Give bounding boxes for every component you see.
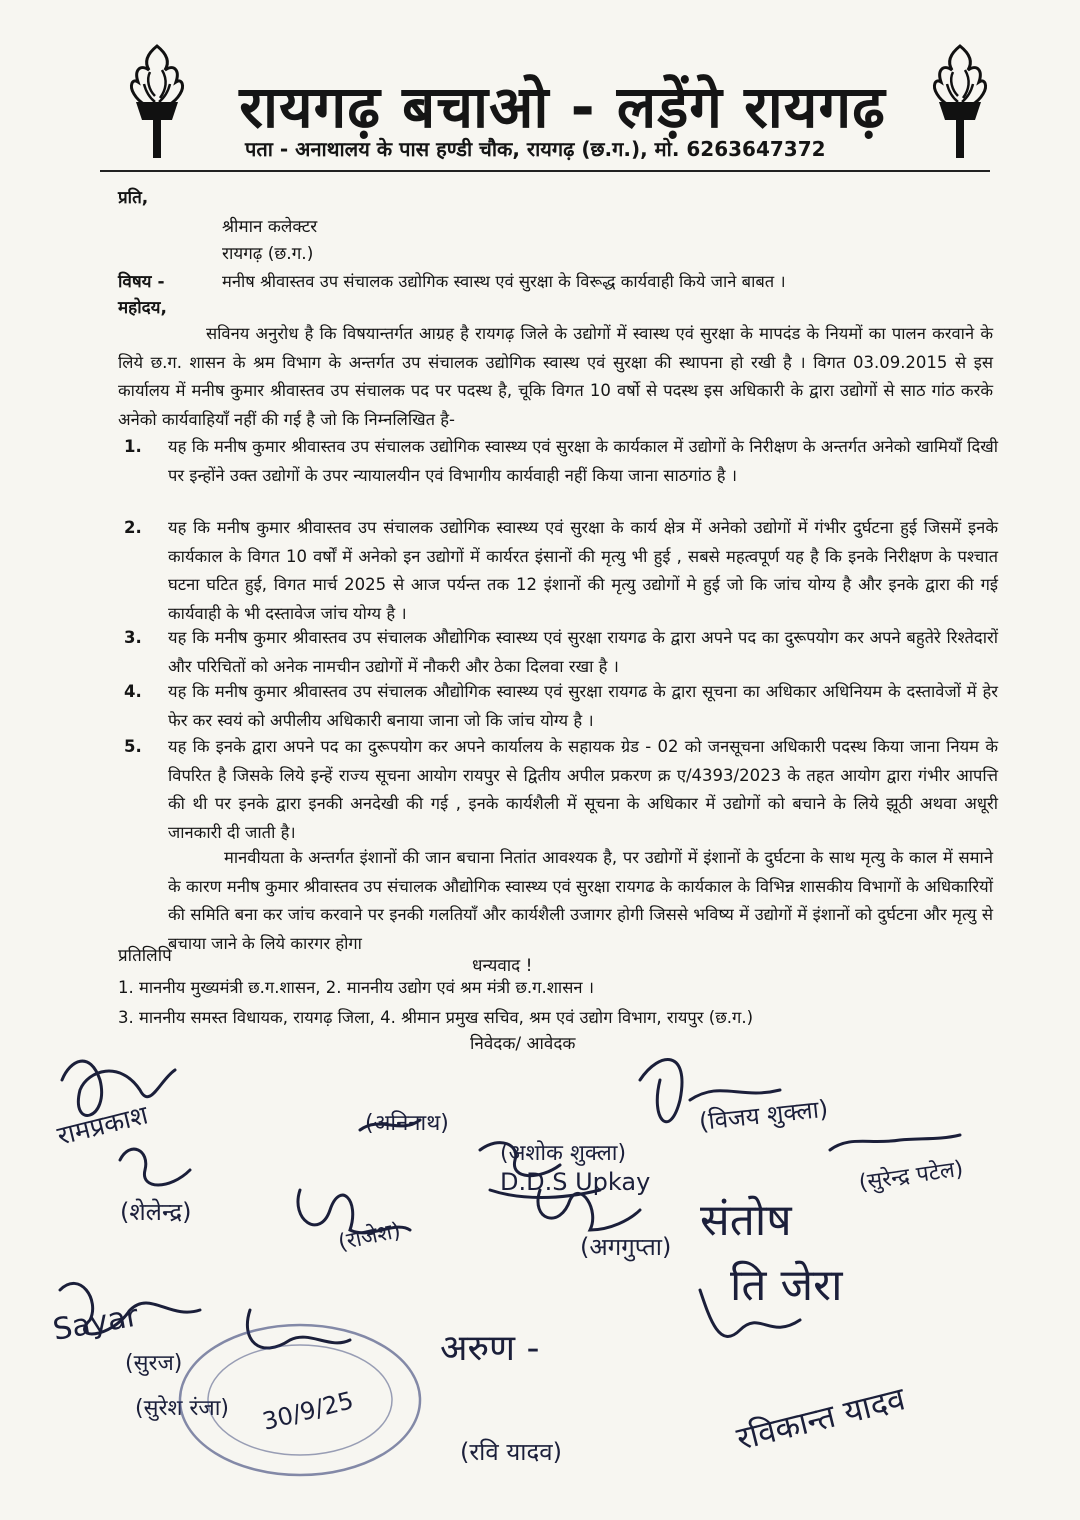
list-item — [118, 624, 998, 681]
closing-paragraph: मानवीयता के अन्तर्गत इंशानों की जान बचाना नितांत आवश्यक है, पर उद्योगों में इंशानों के दुर्घटना के साथ मृत्यु के काल में समाने के कारण मनीष कुमार श्रीवास्तव उप संचालक औद्योगिक स्वास्थ्य एवं सुरक्षा रायगढ के कार्यकाल के विभिन्न शासकीय विभागों के अधिकारियों की समिति बना कर जांच करवाने पर इनकी गलतियाँ और कार्यशैली उजागर होगी जिससे भविष्य में उद्योगों में इंशानों को दुर्घटना और मृत्यु से बचाया जाने के लिये कारगर होगा — [168, 848, 993, 953]
signoff-text: निवेदक/ आवेदक — [470, 1034, 576, 1054]
point-text: यह कि मनीष कुमार श्रीवास्तव उप संचालक उद्योगिक स्वास्थ्य एवं सुरक्षा के कार्यकाल में उद्योगों के निरीक्षण के अन्तर्गत अनेको खामियाँ दिखी पर इन्होंने उक्त उद्योगों के उपर न्यायालयीन एवं विभागीय कार्यवाही नहीं किया जाना साठगांठ है । — [168, 437, 998, 485]
signature-name: (शेलेन्द्र) — [120, 1198, 192, 1226]
recipient-line-1: श्रीमान कलेक्टर — [222, 217, 318, 237]
thanks-text: धन्यवाद ! — [472, 956, 533, 976]
cc-line-1: 1. माननीय मुख्यमंत्री छ.ग.शासन, 2. माननीय उद्योग एवं श्रम मंत्री छ.ग.शासन । — [118, 978, 595, 997]
signature-name: अरुण - — [440, 1328, 540, 1369]
cc-line-2: 3. माननीय समस्त विधायक, रायगढ़ जिला, 4. श्रीमान प्रमुख सचिव, श्रम एवं उद्योग विभाग, रायपुर (छ.ग.) — [118, 1008, 754, 1027]
signature-name: रविकान्त यादव — [732, 1379, 909, 1458]
signature-name: (सुरज) — [125, 1351, 183, 1376]
point-number: 3. — [124, 628, 142, 647]
list-item — [118, 678, 998, 735]
torch-icon — [925, 40, 995, 160]
list-item — [118, 514, 998, 628]
point-text: यह कि मनीष कुमार श्रीवास्तव उप संचालक औद्योगिक स्वास्थ्य एवं सुरक्षा रायगढ के द्वारा सूचना का अधिकार अधिनियम के दस्तावेजों में हेर फेर कर स्वयं को अपीलीय अधिकारी बनाया जाना जो कि जांच योग्य है । — [168, 682, 998, 730]
signature-name: (अगगुप्ता) — [580, 1233, 672, 1261]
recipient-line-2: रायगढ़ (छ.ग.) — [222, 244, 314, 264]
copy-label: प्रतिलिपि — [118, 946, 172, 966]
point-number: 1. — [124, 437, 142, 456]
organization-title: रायगढ़ बचाओ - लड़ेंगे रायगढ़ — [239, 73, 886, 141]
subject-label: विषय - — [118, 272, 165, 292]
point-text: यह कि मनीष कुमार श्रीवास्तव उप संचालक उद्योगिक स्वास्थ्य एवं सुरक्षा के कार्य क्षेत्र में अनेको उद्योगों में गंभीर दुर्घटना हुई जिसमें इनके कार्यकाल के विगत 10 वर्षों में अनेको इन उद्योगों में कार्यरत इंसानों की मृत्यु भी हुई , सबसे महत्वपूर्ण यह है कि इनके निरीक्षण के पश्चात घटना घटित हुई, विगत मार्च 2025 से आज पर्यन्त तक 12 इंशानों की मृत्यु उद्योगों मे हुई जो कि जांच योग्य है और इनके द्वारा की गई कार्यवाही के भी दस्तावेज जांच योग्य है । — [168, 518, 998, 623]
to-label: प्रति, — [118, 188, 149, 208]
signature-name: (अनिनाथ) — [365, 1111, 449, 1136]
point-text: यह कि मनीष कुमार श्रीवास्तव उप संचालक औद्योगिक स्वास्थ्य एवं सुरक्षा रायगढ के द्वारा अपने पद का दुरूपयोग कर अपने बहुतेरे रिश्तेदारों और परिचितों को अनेक नामचीन उद्योगों में नौकरी और ठेका दिलवा रखा है । — [168, 628, 998, 676]
signature-area — [0, 1040, 1080, 1520]
signature-name: रामप्रकाश — [54, 1100, 152, 1152]
signature-name: (सुरेन्द्र पटेल) — [857, 1156, 965, 1196]
point-number: 5. — [124, 737, 142, 756]
point-number: 4. — [124, 682, 142, 701]
point-number: 2. — [124, 518, 142, 537]
signature-name: (राजेश) — [336, 1218, 404, 1256]
signature-name: (अशोक शुक्ला) — [500, 1141, 627, 1166]
salutation: महोदय, — [118, 298, 167, 318]
subject-text: मनीष श्रीवास्तव उप संचालक उद्योगिक स्वास्थ एवं सुरक्षा के विरूद्ध कार्यवाही किये जाने बाबत । — [222, 272, 786, 291]
organization-address: पता - अनाथालय के पास हण्डी चौक, रायगढ़ (छ.ग.), मो. 6263647372 — [245, 137, 826, 161]
signature-name: (रवि यादव) — [460, 1438, 562, 1466]
signature-name: (विजय शुक्ला) — [697, 1094, 830, 1136]
signature-name: 30/9/25 — [259, 1386, 357, 1436]
point-text: यह कि इनके द्वारा अपने पद का दुरूपयोग कर अपने कार्यालय के सहायक ग्रेड - 02 को जनसूचना अधिकारी पदस्थ किया जाना नियम के विपरित है जिसके लिये इन्हें राज्य सूचना आयोग रायपुर से द्वितीय अपील प्रकरण क्र ए/4393/2023 के तहत आयोग द्वारा गंभीर आपत्ति की थी पर इनके द्वारा इनकी अनदेखी की गई , इनके कार्यशैली में सूचना के अधिकार में उद्योगों को बचाने के लिये झूठी अथवा अधूरी जानकारी दी जाती है। — [168, 737, 998, 842]
list-item — [118, 433, 998, 490]
signature-name: Sayar — [50, 1298, 141, 1348]
list-item — [118, 733, 998, 847]
signature-name: (सुरेश रंजा) — [135, 1396, 230, 1421]
torch-icon — [122, 40, 192, 160]
handwritten-signatures — [0, 1040, 1080, 1520]
signature-name: D.D.S Upkay — [500, 1168, 651, 1196]
intro-paragraph: सविनय अनुरोध है कि विषयान्तर्गत आग्रह है रायगढ़ जिले के उद्योगों में स्वास्थ एवं सुरक्षा के मापदंड के नियमों का पालन करवाने के लिये छ.ग. शासन के श्रम विभाग के अन्तर्गत उप संचालक उद्योगिक स्वास्थ एवं सुरक्षा की स्थापना हो रखी है । विगत 03.09.2015 से इस कार्यालय में मनीष कुमार श्रीवास्तव उप संचालक पद पर पदस्थ है, चूकि विगत 10 वर्षो से पदस्थ इस अधिकारी के द्वारा उद्योगों से साठ गांठ करके अनेको कार्यवाहियाँ नहीं की गई है जो कि निम्नलिखित है- — [118, 324, 993, 429]
signature-name: संतोष — [700, 1195, 792, 1246]
header-divider — [100, 170, 990, 172]
signature-name: ति जेरा — [730, 1260, 843, 1311]
